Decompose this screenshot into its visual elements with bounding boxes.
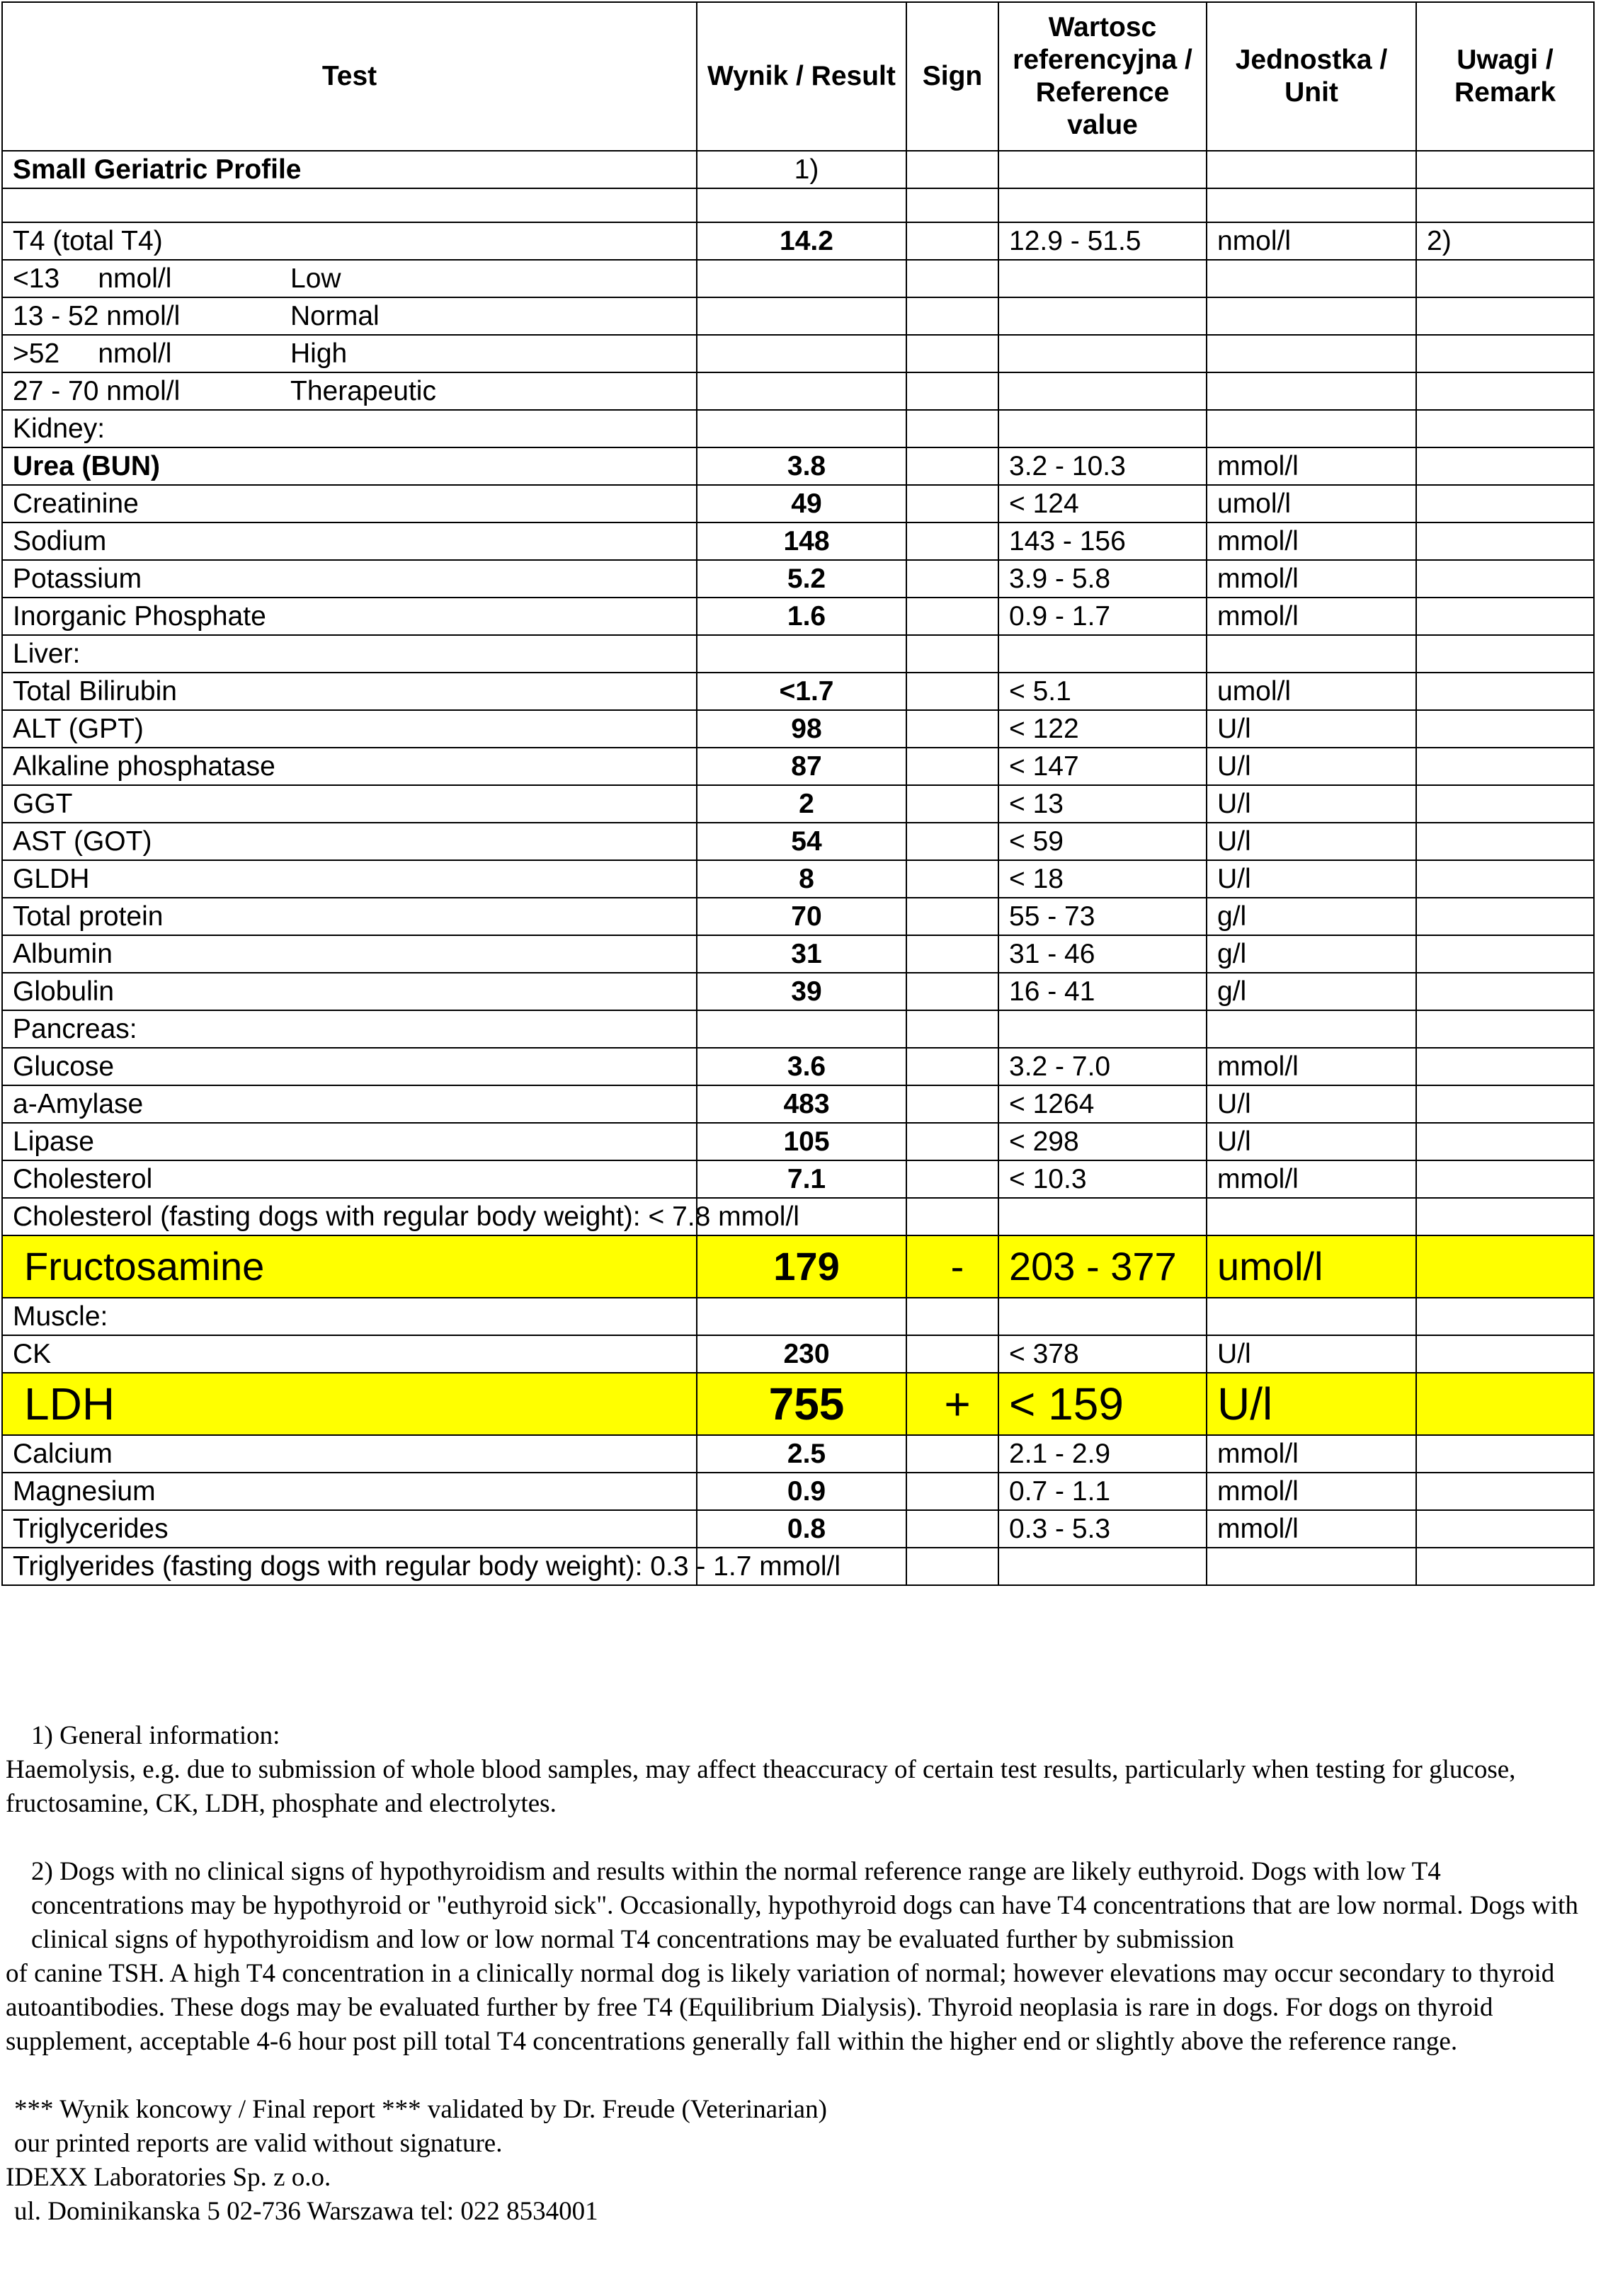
reference-value: 143 - 156 [998,522,1207,560]
t4-range-row [2,260,1594,297]
remark-value [1416,1048,1594,1085]
t4-range: >52 nmol/l [13,338,172,369]
reference-value: < 59 [998,823,1207,860]
profile-title-row [2,151,1594,188]
t4-range-row [2,335,1594,372]
result-value: <1.7 [697,673,906,710]
remark-value [1416,1123,1594,1160]
reference-value: < 124 [998,485,1207,522]
test-name: ALT (GPT) [2,710,697,748]
section-row-pancreas [2,1010,1594,1048]
sign-flag [906,860,998,898]
table-row [2,447,1594,485]
note1-text: Haemolysis, e.g. due to submission of whole blood samples, may affect theaccuracy of certain test results, particularly when testing for glucose, fructosamine, CK, LDH, phosphate and electrolytes. [6,1755,1516,1818]
table-row [2,785,1594,823]
t4-result: 14.2 [697,222,906,260]
table-row [2,598,1594,635]
table-row [2,522,1594,560]
sign-flag [906,710,998,748]
remark-value [1416,898,1594,935]
test-name: AST (GOT) [2,823,697,860]
result-value: 7.1 [697,1160,906,1198]
test-name: Globulin [2,973,697,1010]
reference-value: < 147 [998,748,1207,785]
unit-value: mmol/l [1207,560,1416,598]
reference-value: 0.3 - 5.3 [998,1510,1207,1548]
t4-range-label: Therapeutic [290,376,436,406]
reference-value: 0.7 - 1.1 [998,1473,1207,1510]
sign-flag [906,785,998,823]
remark-value [1416,447,1594,485]
reference-value: 203 - 377 [998,1235,1207,1298]
test-name: Inorganic Phosphate [2,598,697,635]
unit-value: g/l [1207,935,1416,973]
t4-range: 27 - 70 nmol/l [13,376,181,406]
table-row [2,485,1594,522]
section-row-muscle [2,1298,1594,1335]
header-result: Wynik / Result [697,2,906,151]
remark-value [1416,1160,1594,1198]
result-value: 105 [697,1123,906,1160]
result-value: 1.6 [697,598,906,635]
unit-value: mmol/l [1207,447,1416,485]
sign-flag [906,447,998,485]
table-row [2,560,1594,598]
result-value: 87 [697,748,906,785]
test-name: a-Amylase [2,1085,697,1123]
test-name: Glucose [2,1048,697,1085]
test-name: Creatinine [2,485,697,522]
section-row-kidney [2,410,1594,447]
header-remark: Uwagi / Remark [1416,2,1594,151]
header-reference: Wartosc referencyjna / Reference value [998,2,1207,151]
table-row [2,1048,1594,1085]
reference-value: < 1264 [998,1085,1207,1123]
reference-value: 3.2 - 10.3 [998,447,1207,485]
sign-flag [906,1160,998,1198]
sign-flag [906,973,998,1010]
remark-value [1416,1510,1594,1548]
test-name: GLDH [2,860,697,898]
sign-flag [906,1085,998,1123]
remark-value [1416,598,1594,635]
remark-value [1416,1235,1594,1298]
result-value: 3.6 [697,1048,906,1085]
profile-note-ref: 1) [697,151,906,188]
unit-value: U/l [1207,1085,1416,1123]
table-row [2,1235,1594,1298]
results-table [1,1,1595,1586]
unit-value: U/l [1207,823,1416,860]
test-name: CK [2,1335,697,1373]
t4-test: T4 (total T4) [2,222,697,260]
cholesterol-note-row [2,1198,1594,1235]
note2-part2: of canine TSH. A high T4 concentration in a clinically normal dog is likely variation of normal; however elevations may occur secondary to thyroid autoantibodies. These dogs may be evaluated further by free T4 (Equilibrium Dialysis). Thyroid neoplasia is rare in dogs. For dogs on thyroid supplement, acceptable 4-6 hour post pill total T4 concentrations generally fall within the higher end or slightly above the reference range. [6,1959,1555,2056]
t4-range-row [2,372,1594,410]
t4-range-label: Normal [290,301,380,331]
report-notes [6,1719,1592,2229]
unit-value: mmol/l [1207,1510,1416,1548]
test-name: Lipase [2,1123,697,1160]
sign-flag [906,748,998,785]
t4-range: <13 nmol/l [13,263,172,294]
sign-flag [906,673,998,710]
table-row [2,935,1594,973]
remark-value [1416,935,1594,973]
spacer-row [2,188,1594,222]
note1-heading: 1) General information: [31,1721,280,1750]
table-row [2,673,1594,710]
remark-value [1416,710,1594,748]
sign-flag [906,1123,998,1160]
remark-value [1416,973,1594,1010]
unit-value: umol/l [1207,485,1416,522]
reference-value: 55 - 73 [998,898,1207,935]
unit-value: mmol/l [1207,1473,1416,1510]
result-value: 3.8 [697,447,906,485]
t4-range: 13 - 52 nmol/l [13,301,181,331]
sign-flag [906,522,998,560]
result-value: 148 [697,522,906,560]
reference-value: < 298 [998,1123,1207,1160]
section-heading: Pancreas: [2,1010,697,1048]
remark-value [1416,1085,1594,1123]
test-name: Albumin [2,935,697,973]
test-name: Potassium [2,560,697,598]
table-row [2,1085,1594,1123]
test-name: Fructosamine [2,1235,697,1298]
sign-flag [906,1510,998,1548]
table-row [2,1123,1594,1160]
test-name: Sodium [2,522,697,560]
sign-flag [906,935,998,973]
note2-part1: 2) Dogs with no clinical signs of hypothyroidism and results within the normal reference range are likely euthyroid. Dogs with low T4 concentrations may be hypothyroid or "euthyroid sick". Occasionally, hypothyroid dogs can have T4 concentrations that are low normal. Dogs with clinical signs of hypothyroidism and low or low normal T4 concentrations may be evaluated further by submission [31,1857,1578,1954]
remark-value [1416,823,1594,860]
remark-value [1416,785,1594,823]
test-name: GGT [2,785,697,823]
reference-value: 2.1 - 2.9 [998,1435,1207,1473]
table-body [2,151,1594,1585]
final-report-line: *** Wynik koncowy / Final report *** validated by Dr. Freude (Veterinarian) [14,2095,827,2124]
cholesterol-note-row-text: Cholesterol (fasting dogs with regular body weight): < 7.8 mmol/l [2,1198,697,1235]
sign-flag [906,598,998,635]
reference-value: 16 - 41 [998,973,1207,1010]
sign-flag [906,898,998,935]
table-row [2,1473,1594,1510]
result-value: 0.9 [697,1473,906,1510]
company-address: ul. Dominikanska 5 02-736 Warszawa tel: 022 8534001 [14,2197,598,2226]
unit-value: U/l [1207,710,1416,748]
unit-value: U/l [1207,1373,1416,1435]
table-row [2,748,1594,785]
remark-value [1416,1335,1594,1373]
sign-flag [906,1335,998,1373]
sign-flag [906,823,998,860]
result-value: 54 [697,823,906,860]
result-value: 2 [697,785,906,823]
test-name: Cholesterol [2,1160,697,1198]
remark-value [1416,560,1594,598]
remark-value [1416,748,1594,785]
t4-range-label: Low [290,263,341,294]
reference-value: < 378 [998,1335,1207,1373]
table-row [2,1510,1594,1548]
table-row [2,823,1594,860]
unit-value: g/l [1207,973,1416,1010]
unit-value: mmol/l [1207,522,1416,560]
reference-value: < 159 [998,1373,1207,1435]
unit-value: g/l [1207,898,1416,935]
test-name: Urea (BUN) [2,447,697,485]
reference-value: 3.9 - 5.8 [998,560,1207,598]
t4-row [2,222,1594,260]
remark-value [1416,1373,1594,1435]
reference-value: < 18 [998,860,1207,898]
reference-value: 3.2 - 7.0 [998,1048,1207,1085]
t4-range-row [2,297,1594,335]
result-value: 49 [697,485,906,522]
unit-value: umol/l [1207,1235,1416,1298]
sign-flag: - [906,1235,998,1298]
result-value: 70 [697,898,906,935]
unit-value: mmol/l [1207,1435,1416,1473]
table-row [2,1373,1594,1435]
t4-unit: nmol/l [1207,222,1416,260]
sign-flag: + [906,1373,998,1435]
table-row [2,860,1594,898]
reference-value: 0.9 - 1.7 [998,598,1207,635]
reference-value: < 10.3 [998,1160,1207,1198]
sign-flag [906,560,998,598]
unit-value: U/l [1207,785,1416,823]
table-row [2,1160,1594,1198]
table-header [2,2,1594,151]
table-row [2,898,1594,935]
result-value: 179 [697,1235,906,1298]
section-heading: Liver: [2,635,697,673]
unit-value: mmol/l [1207,1160,1416,1198]
reference-value: < 122 [998,710,1207,748]
unit-value: U/l [1207,1335,1416,1373]
section-heading: Kidney: [2,410,697,447]
triglycerides-note-row-text: Triglyerides (fasting dogs with regular body weight): 0.3 - 1.7 mmol/l [2,1548,697,1585]
table-row [2,710,1594,748]
t4-range-label: High [290,338,348,369]
remark-value [1416,673,1594,710]
company-name: IDEXX Laboratories Sp. z o.o. [6,2163,331,2192]
result-value: 483 [697,1085,906,1123]
remark-value [1416,1473,1594,1510]
sign-flag [906,1435,998,1473]
unit-value: umol/l [1207,673,1416,710]
remark-value [1416,522,1594,560]
reference-value: < 13 [998,785,1207,823]
result-value: 31 [697,935,906,973]
test-name: Triglycerides [2,1510,697,1548]
result-value: 0.8 [697,1510,906,1548]
sign-flag [906,485,998,522]
remark-value [1416,1435,1594,1473]
result-value: 39 [697,973,906,1010]
profile-title: Small Geriatric Profile [2,151,697,188]
validity-line: our printed reports are valid without signature. [14,2129,503,2158]
header-sign: Sign [906,2,998,151]
reference-value: 31 - 46 [998,935,1207,973]
section-row-liver [2,635,1594,673]
unit-value: U/l [1207,748,1416,785]
test-name: Magnesium [2,1473,697,1510]
test-name: Total protein [2,898,697,935]
triglycerides-note-row [2,1548,1594,1585]
remark-value [1416,485,1594,522]
table-row [2,1335,1594,1373]
t4-remark: 2) [1416,222,1594,260]
header-unit: Jednostka / Unit [1207,2,1416,151]
remark-value [1416,860,1594,898]
table-row [2,973,1594,1010]
header-test: Test [2,2,697,151]
result-value: 98 [697,710,906,748]
reference-value: < 5.1 [998,673,1207,710]
result-value: 8 [697,860,906,898]
unit-value: U/l [1207,1123,1416,1160]
result-value: 755 [697,1373,906,1435]
test-name: Calcium [2,1435,697,1473]
test-name: LDH [2,1373,697,1435]
section-heading: Muscle: [2,1298,697,1335]
sign-flag [906,1473,998,1510]
unit-value: mmol/l [1207,598,1416,635]
unit-value: U/l [1207,860,1416,898]
result-value: 5.2 [697,560,906,598]
sign-flag [906,1048,998,1085]
test-name: Total Bilirubin [2,673,697,710]
result-value: 230 [697,1335,906,1373]
t4-reference: 12.9 - 51.5 [998,222,1207,260]
unit-value: mmol/l [1207,1048,1416,1085]
test-name: Alkaline phosphatase [2,748,697,785]
table-row [2,1435,1594,1473]
result-value: 2.5 [697,1435,906,1473]
